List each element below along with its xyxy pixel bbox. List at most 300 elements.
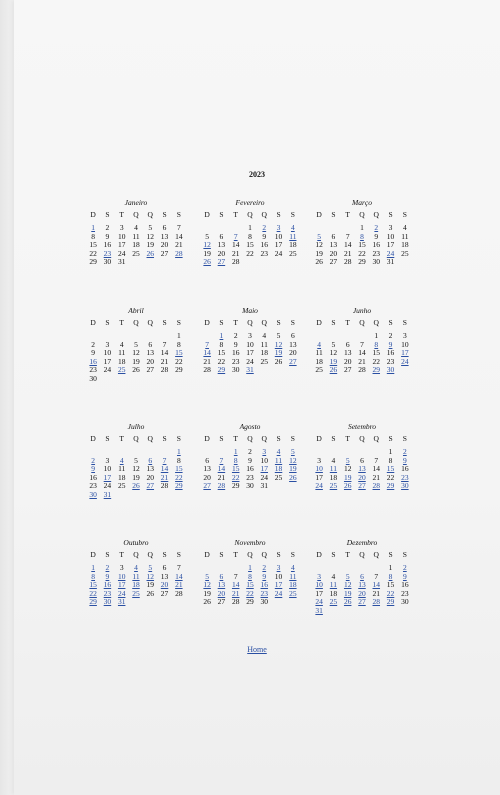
day-cell: 26: [274, 356, 283, 366]
day-link[interactable]: 25: [329, 597, 338, 607]
day-cell: 11: [132, 231, 140, 241]
day-link[interactable]: 22: [246, 588, 254, 598]
day-link[interactable]: 9: [262, 571, 267, 581]
day-link[interactable]: 25: [329, 481, 338, 491]
day-link[interactable]: 16: [103, 580, 112, 590]
day-link[interactable]: 24: [274, 588, 283, 598]
month-table: [312, 210, 412, 267]
day-link[interactable]: 12: [343, 580, 352, 590]
day-link[interactable]: 8: [360, 231, 364, 241]
day-link[interactable]: 8: [374, 339, 379, 349]
day-link[interactable]: 13: [358, 464, 366, 474]
day-link[interactable]: 24: [315, 481, 323, 491]
day-cell: 6: [148, 339, 153, 349]
empty-cell: [326, 607, 340, 616]
day-link[interactable]: 31: [103, 489, 112, 499]
day-cell: 30: [103, 257, 112, 267]
day-link[interactable]: 19: [274, 348, 283, 358]
day-cell: 18: [117, 356, 126, 366]
day-link[interactable]: 15: [386, 464, 395, 474]
day-link[interactable]: 22: [386, 588, 395, 598]
day-link[interactable]: 28: [372, 481, 381, 491]
day-cell: 10: [274, 571, 283, 581]
day-cell: 27: [343, 365, 352, 375]
day-link[interactable]: 11: [289, 231, 297, 241]
day-link[interactable]: 24: [117, 588, 126, 598]
day-link[interactable]: 17: [274, 580, 283, 590]
day-cell: 6: [345, 339, 350, 349]
weekday-header: S: [219, 318, 224, 327]
day-cell: 13: [160, 231, 169, 241]
day-link[interactable]: 26: [329, 365, 338, 375]
day-link[interactable]: 23: [103, 588, 112, 598]
month-table: [312, 434, 412, 491]
day-link[interactable]: 7: [219, 455, 224, 465]
day-link[interactable]: 11: [329, 580, 338, 590]
day-link[interactable]: 1: [248, 563, 252, 572]
day-link[interactable]: 21: [160, 472, 169, 482]
weekday-header: S: [162, 550, 167, 559]
day-cell: 17: [315, 472, 323, 482]
day-link[interactable]: 5: [290, 447, 295, 456]
day-link[interactable]: 29: [386, 597, 395, 607]
day-link[interactable]: 5: [345, 455, 350, 465]
day-cell: 13: [146, 348, 155, 358]
weekday-header: S: [276, 434, 281, 443]
day-cell: [200, 258, 214, 267]
page: [14, 0, 500, 795]
day-cell: 21: [175, 240, 183, 250]
day-cell: 22: [358, 248, 366, 258]
day-link[interactable]: 11: [289, 571, 297, 581]
day-link[interactable]: 4: [134, 563, 138, 572]
day-cell: 23: [401, 588, 409, 598]
day-link[interactable]: 23: [260, 588, 269, 598]
day-cell: [100, 598, 114, 607]
day-link[interactable]: 19: [343, 588, 352, 598]
day-cell: 7: [162, 339, 167, 349]
empty-cell: [172, 491, 186, 500]
empty-cell: [100, 375, 114, 384]
empty-cell: [243, 258, 257, 267]
day-link[interactable]: 11: [274, 455, 283, 465]
day-cell: 22: [372, 356, 381, 366]
day-link[interactable]: 28: [372, 597, 381, 607]
day-cell: 29: [175, 365, 183, 375]
day-cell: 15: [246, 240, 254, 250]
day-link[interactable]: 12: [203, 240, 211, 250]
day-link[interactable]: 15: [89, 580, 97, 590]
day-cell: 20: [217, 248, 226, 258]
day-link[interactable]: 2: [262, 563, 267, 572]
day-link[interactable]: 22: [231, 472, 240, 482]
day-cell: 12: [343, 464, 352, 474]
empty-cell: [115, 491, 129, 500]
weekday-header: T: [233, 210, 238, 219]
day-link[interactable]: 12: [289, 455, 297, 465]
day-cell: 15: [358, 240, 366, 250]
weekday-header: S: [388, 550, 393, 559]
day-link[interactable]: 18: [274, 464, 283, 474]
day-cell: 16: [246, 464, 254, 474]
day-link[interactable]: 27: [358, 597, 366, 607]
day-link[interactable]: 29: [372, 365, 381, 375]
day-link[interactable]: 15: [231, 464, 240, 474]
day-link[interactable]: 19: [289, 464, 297, 474]
day-link[interactable]: 16: [89, 356, 97, 366]
day-cell: 2: [388, 331, 393, 340]
day-link[interactable]: 25: [132, 588, 140, 598]
day-link[interactable]: 2: [262, 223, 267, 232]
day-link[interactable]: 7: [205, 339, 210, 349]
day-link[interactable]: 23: [103, 248, 112, 258]
day-link[interactable]: 3: [276, 563, 281, 572]
day-link[interactable]: 4: [317, 339, 322, 349]
month-name: Junho: [352, 306, 372, 315]
day-cell: 12: [146, 231, 155, 241]
weekday-header: Q: [147, 434, 153, 443]
day-link[interactable]: 4: [290, 223, 295, 232]
day-link[interactable]: 6: [148, 455, 153, 465]
day-link[interactable]: 28: [217, 481, 226, 491]
day-cell: 28: [160, 365, 169, 375]
day-cell: 14: [358, 348, 366, 358]
day-link[interactable]: 5: [148, 563, 153, 572]
day-link[interactable]: 29: [217, 365, 226, 375]
day-cell: 27: [217, 597, 226, 607]
empty-cell: [257, 258, 271, 267]
day-link[interactable]: 4: [119, 455, 124, 465]
day-link[interactable]: 18: [289, 580, 297, 590]
day-cell: 4: [262, 331, 267, 340]
month-table: [312, 550, 412, 616]
day-link[interactable]: 8: [388, 571, 393, 581]
day-link[interactable]: 27: [203, 481, 211, 491]
day-link[interactable]: 20: [217, 588, 226, 598]
day-link[interactable]: 11: [329, 464, 338, 474]
day-cell: 23: [386, 356, 395, 366]
day-link[interactable]: 8: [233, 455, 238, 465]
day-link[interactable]: 18: [132, 580, 140, 590]
weekday-header: S: [162, 434, 167, 443]
day-cell: 22: [386, 472, 395, 482]
day-link[interactable]: 1: [219, 331, 224, 340]
day-cell: 1: [374, 331, 379, 340]
day-link[interactable]: 12: [146, 571, 155, 581]
day-link[interactable]: 25: [117, 365, 126, 375]
day-link[interactable]: 12: [274, 339, 283, 349]
day-link[interactable]: 14: [372, 580, 381, 590]
day-link[interactable]: 2: [402, 563, 407, 572]
day-link[interactable]: 9: [388, 339, 393, 349]
month-table: [86, 434, 186, 500]
day-link[interactable]: 10: [117, 571, 126, 581]
day-link[interactable]: 26: [146, 248, 155, 258]
day-link[interactable]: 29: [89, 597, 97, 607]
month-table: [200, 210, 300, 267]
day-link[interactable]: 26: [343, 481, 352, 491]
day-cell: 25: [401, 248, 409, 258]
day-link[interactable]: 14: [175, 571, 183, 581]
home-link[interactable]: Home: [247, 645, 267, 654]
day-link[interactable]: 23: [401, 472, 409, 482]
day-link[interactable]: 9: [402, 455, 407, 465]
day-link[interactable]: 4: [290, 563, 295, 572]
empty-cell: [271, 598, 285, 607]
day-cell: 25: [132, 248, 140, 258]
month-abril: [86, 306, 186, 384]
month-agosto: [200, 422, 300, 491]
day-cell: 9: [262, 231, 267, 241]
day-link[interactable]: 20: [358, 472, 366, 482]
weekday-header: S: [176, 434, 181, 443]
day-link[interactable]: 17: [103, 472, 112, 482]
day-link[interactable]: 9: [91, 464, 96, 474]
day-link[interactable]: 17: [117, 580, 126, 590]
day-cell: 26: [146, 588, 155, 598]
day-link[interactable]: 9: [105, 571, 110, 581]
day-link[interactable]: 4: [276, 447, 281, 456]
empty-cell: [271, 258, 285, 267]
day-link[interactable]: 24: [315, 597, 323, 607]
day-cell: 17: [103, 356, 112, 366]
day-link[interactable]: 12: [203, 580, 211, 590]
day-cell: 6: [360, 455, 364, 465]
day-cell: 21: [372, 472, 381, 482]
day-cell: 25: [260, 356, 269, 366]
day-cell: 14: [231, 240, 240, 250]
day-link[interactable]: 1: [176, 447, 181, 456]
weekday-header: S: [276, 318, 281, 327]
empty-cell: [129, 598, 143, 607]
weekday-header: S: [402, 318, 407, 327]
weekday-header: S: [162, 318, 167, 327]
day-link[interactable]: 30: [103, 597, 112, 607]
day-cell: [271, 590, 285, 599]
day-cell: 11: [260, 339, 268, 349]
day-link[interactable]: 2: [374, 223, 379, 232]
day-link[interactable]: 30: [89, 489, 97, 499]
month-fevereiro: [200, 198, 300, 267]
day-link[interactable]: 3: [262, 447, 267, 456]
day-link[interactable]: 13: [217, 580, 226, 590]
day-link[interactable]: 2: [105, 563, 110, 572]
day-cell: 18: [329, 472, 338, 482]
day-cell: 29: [246, 597, 254, 607]
day-cell: 20: [203, 472, 211, 482]
day-cell: 3: [119, 223, 124, 232]
day-cell: [100, 491, 114, 500]
day-link[interactable]: 16: [260, 580, 269, 590]
day-cell: [143, 482, 157, 491]
day-cell: 3: [105, 339, 110, 349]
day-link[interactable]: 24: [401, 356, 409, 366]
weekday-header: Q: [247, 550, 253, 559]
empty-cell: [271, 482, 285, 491]
day-link[interactable]: 1: [91, 223, 96, 232]
day-cell: 24: [103, 481, 112, 491]
day-link[interactable]: 6: [219, 571, 224, 581]
weekday-header: Q: [133, 434, 139, 443]
day-cell: 3: [402, 331, 407, 340]
month-maio: [200, 306, 300, 375]
day-cell: 19: [132, 472, 140, 482]
weekday-header: T: [345, 434, 350, 443]
weekday-header: S: [331, 318, 336, 327]
day-link[interactable]: 31: [246, 365, 254, 375]
day-link[interactable]: 10: [315, 464, 323, 474]
day-link[interactable]: 22: [89, 588, 97, 598]
day-cell: 14: [372, 464, 381, 474]
day-link[interactable]: 7: [233, 231, 238, 241]
day-cell: 8: [176, 339, 181, 349]
day-cell: 8: [248, 231, 252, 241]
day-link[interactable]: 20: [160, 580, 169, 590]
day-link[interactable]: 13: [358, 580, 366, 590]
empty-cell: [398, 607, 412, 616]
day-cell: 13: [289, 339, 297, 349]
day-link[interactable]: 1: [233, 447, 238, 456]
day-link[interactable]: 26: [132, 481, 140, 491]
month-name: Julho: [127, 422, 145, 431]
day-link[interactable]: 17: [260, 464, 269, 474]
weekday-header: Q: [261, 210, 267, 219]
day-cell: 7: [233, 571, 238, 581]
day-cell: 15: [372, 348, 381, 358]
day-cell: 6: [219, 231, 224, 241]
day-cell: 6: [331, 231, 336, 241]
day-link[interactable]: 5: [345, 571, 350, 581]
day-cell: 9: [105, 231, 110, 241]
day-link[interactable]: 30: [386, 365, 395, 375]
day-cell: 26: [315, 257, 323, 267]
day-cell: 15: [386, 580, 395, 590]
day-cell: 21: [372, 588, 381, 598]
day-cell: 2: [248, 447, 252, 456]
day-link[interactable]: 31: [315, 605, 323, 615]
day-link[interactable]: 9: [402, 571, 407, 581]
day-link[interactable]: 25: [289, 588, 297, 598]
day-link[interactable]: 8: [91, 571, 96, 581]
day-link[interactable]: 26: [343, 597, 352, 607]
weekday-header: Q: [247, 434, 253, 443]
day-link[interactable]: 27: [289, 356, 297, 366]
day-link[interactable]: 29: [386, 481, 395, 491]
day-link[interactable]: 14: [160, 464, 169, 474]
day-cell: 10: [260, 455, 269, 465]
day-cell: 11: [401, 231, 409, 241]
weekday-header: T: [345, 318, 350, 327]
empty-cell: [143, 258, 157, 267]
month-table: [86, 318, 186, 384]
day-cell: 5: [331, 339, 336, 349]
day-cell: 3: [105, 455, 110, 465]
day-link[interactable]: 26: [289, 472, 297, 482]
day-cell: 19: [132, 356, 140, 366]
weekday-header: D: [316, 434, 322, 443]
day-link[interactable]: 21: [175, 580, 183, 590]
day-cell: 1: [176, 331, 181, 340]
weekday-header: S: [290, 550, 295, 559]
month-novembro: [200, 538, 300, 607]
day-link[interactable]: 30: [401, 481, 409, 491]
day-link[interactable]: 2: [402, 447, 407, 456]
month-name: Dezembro: [346, 538, 378, 547]
day-link[interactable]: 19: [329, 356, 338, 366]
day-cell: 23: [231, 356, 240, 366]
day-link[interactable]: 27: [146, 481, 155, 491]
day-cell: 16: [401, 580, 409, 590]
day-cell: 2: [105, 223, 110, 232]
weekday-header: T: [345, 210, 350, 219]
day-link[interactable]: 27: [217, 257, 226, 267]
day-cell: 31: [117, 257, 126, 267]
day-cell: 23: [246, 472, 254, 482]
weekday-header: S: [219, 550, 224, 559]
day-link[interactable]: 26: [203, 257, 211, 267]
month-julho: [86, 422, 186, 500]
day-link[interactable]: 10: [315, 580, 323, 590]
day-cell: 21: [217, 472, 226, 482]
day-cell: 3: [119, 563, 124, 572]
day-cell: 7: [374, 571, 379, 581]
day-cell: 18: [315, 356, 323, 366]
day-cell: [200, 482, 214, 491]
day-cell: 16: [372, 240, 381, 250]
day-link[interactable]: 15: [246, 580, 254, 590]
day-link[interactable]: 14: [203, 348, 211, 358]
day-link[interactable]: 14: [217, 464, 226, 474]
day-cell: 24: [260, 472, 269, 482]
day-cell: 12: [132, 464, 140, 474]
day-link[interactable]: 8: [248, 571, 252, 581]
day-link[interactable]: 17: [401, 348, 409, 358]
day-cell: 18: [260, 348, 269, 358]
weekday-header: S: [402, 434, 407, 443]
day-link[interactable]: 2: [91, 455, 96, 465]
day-link[interactable]: 24: [386, 248, 395, 258]
day-cell: [369, 366, 383, 375]
day-cell: 15: [89, 240, 97, 250]
day-link[interactable]: 29: [175, 481, 183, 491]
day-link[interactable]: 19: [343, 472, 352, 482]
day-link[interactable]: 28: [175, 248, 183, 258]
day-link[interactable]: 5: [317, 231, 322, 241]
day-cell: 3: [317, 455, 322, 465]
day-link[interactable]: 7: [162, 455, 167, 465]
day-cell: 27: [329, 257, 338, 267]
weekday-header: S: [219, 434, 224, 443]
day-link[interactable]: 3: [276, 223, 281, 232]
day-link[interactable]: 5: [205, 571, 210, 581]
day-link[interactable]: 14: [231, 580, 240, 590]
day-link[interactable]: 11: [132, 571, 140, 581]
day-link[interactable]: 1: [91, 563, 96, 572]
day-link[interactable]: 27: [358, 481, 366, 491]
weekday-header: Q: [247, 210, 253, 219]
day-link[interactable]: 15: [175, 464, 183, 474]
day-cell: 26: [203, 597, 211, 607]
day-link[interactable]: 22: [175, 472, 183, 482]
day-link[interactable]: 15: [175, 348, 183, 358]
day-link[interactable]: 21: [231, 588, 240, 598]
weekday-header: S: [105, 550, 110, 559]
day-link[interactable]: 31: [117, 597, 126, 607]
month-janeiro: [86, 198, 186, 267]
day-link[interactable]: 20: [358, 588, 366, 598]
day-link[interactable]: 3: [317, 571, 322, 581]
day-link[interactable]: 6: [360, 571, 364, 581]
